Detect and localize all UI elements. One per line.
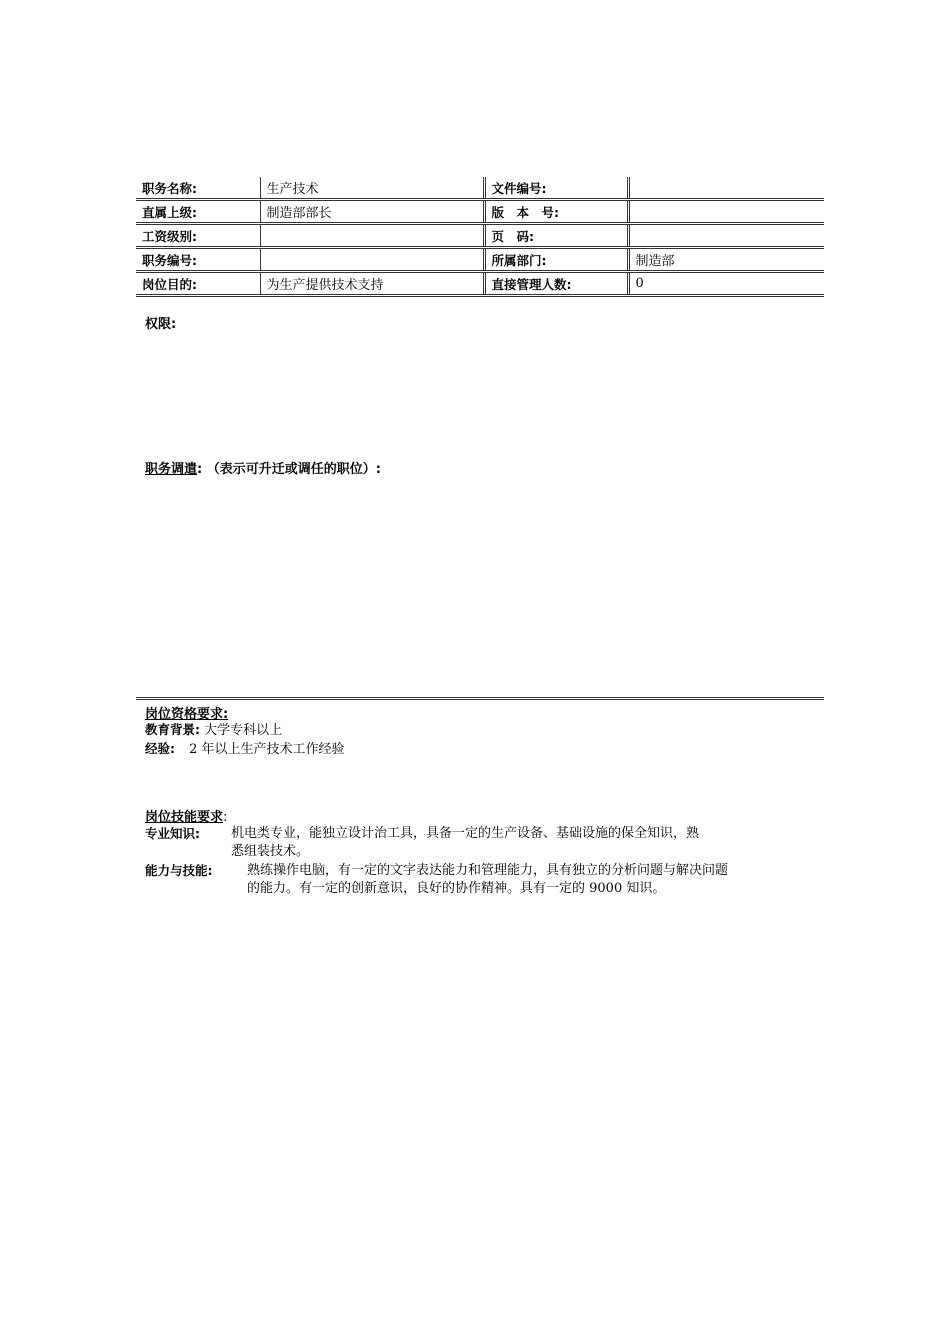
knowledge-label: 专业知识: — [145, 826, 200, 841]
table-row — [136, 200, 824, 224]
skills-heading — [145, 806, 227, 825]
table-row — [136, 248, 824, 272]
value-job-purpose: 为生产提供技术支持 — [260, 272, 484, 296]
value-doc-number — [628, 177, 824, 200]
knowledge-line-1: 机电类专业，能独立设计治工具，具备一定的生产设备、基础设施的保全知识，熟 — [231, 826, 700, 841]
job-info-table — [136, 177, 824, 297]
label-job-purpose: 岗位目的: — [136, 272, 260, 296]
ability-label: 能力与技能: — [145, 863, 213, 878]
value-department: 制造部 — [628, 248, 824, 272]
value-page — [628, 224, 824, 248]
qualification-heading: 岗位资格要求: — [145, 707, 229, 722]
value-direct-reports: 0 — [628, 272, 824, 296]
value-salary-grade — [260, 224, 484, 248]
label-job-number: 职务编号: — [136, 248, 260, 272]
skills-title-suffix: : — [223, 810, 228, 825]
label-version: 版 本 号: — [484, 200, 628, 224]
table-row — [136, 272, 824, 296]
authority-heading: 权限: — [145, 317, 177, 332]
ability-line-2: 的能力。有一定的创新意识，良好的协作精神。具有一定的 9000 知识。 — [247, 881, 666, 896]
transfer-title: 职务调遣 — [145, 462, 198, 477]
label-department: 所属部门: — [484, 248, 628, 272]
knowledge-line-2: 悉组装技术。 — [231, 844, 310, 859]
experience-value: 2 年以上生产技术工作经验 — [189, 742, 345, 757]
knowledge-label-wrap — [145, 824, 200, 844]
value-version — [628, 200, 824, 224]
label-supervisor: 直属上级: — [136, 200, 260, 224]
transfer-note: （表示可升迁或调任的职位）: — [206, 462, 381, 477]
table-row — [136, 177, 824, 200]
education-value: 大学专科以上 — [204, 723, 283, 738]
ability-line-1: 熟练操作电脑，有一定的文字表达能力和管理能力，具有独立的分析问题与解决问题 — [247, 863, 729, 878]
ability-label-wrap — [145, 861, 213, 881]
label-job-title: 职务名称: — [136, 177, 260, 200]
value-job-title: 生产技术 — [260, 177, 484, 200]
label-salary-grade: 工资级别: — [136, 224, 260, 248]
value-job-number — [260, 248, 484, 272]
label-doc-number: 文件编号: — [484, 177, 628, 200]
experience-line — [145, 739, 345, 759]
education-label: 教育背景: — [145, 722, 200, 737]
experience-label: 经验: — [145, 741, 175, 756]
label-direct-reports: 直接管理人数: — [484, 272, 628, 296]
table-row — [136, 224, 824, 248]
section-divider — [136, 697, 824, 700]
transfer-heading: 职务调遣: （表示可升迁或调任的职位）: — [145, 462, 381, 477]
education-line — [145, 720, 282, 740]
value-supervisor: 制造部部长 — [260, 200, 484, 224]
skills-title: 岗位技能要求 — [145, 810, 224, 825]
label-page: 页 码: — [484, 224, 628, 248]
